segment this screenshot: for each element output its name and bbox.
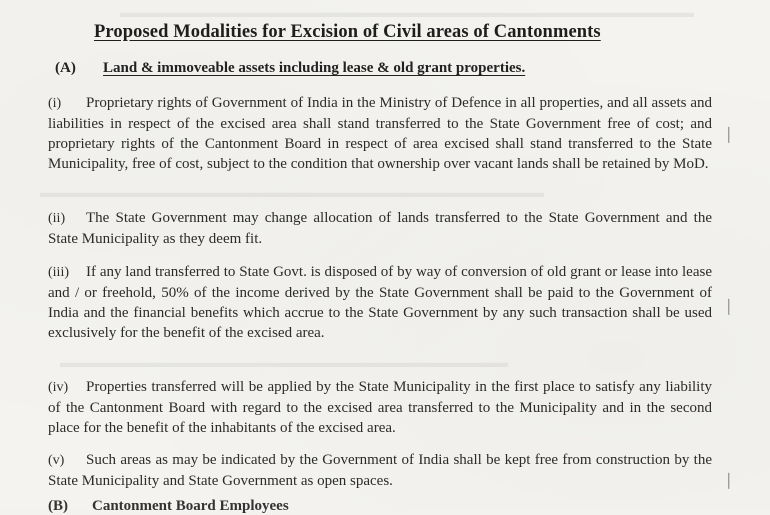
show-through: ▬▬▬▬▬▬▬▬▬▬▬▬▬▬▬▬▬▬▬▬▬▬▬▬▬▬▬▬▬▬▬▬ (60, 356, 508, 371)
next-section-heading-text: Cantonment Board Employees (92, 498, 289, 514)
paragraph-text: Properties transferred will be applied by the State Municipality in the first place to satisfy any liability of the Cantonment Board with regard to the excised area transferred to the Municipality and in the second place for the benefit of the inhabitants of the excised area. (48, 379, 712, 436)
paragraph-number: (iv) (48, 380, 69, 395)
paragraph-text: Such areas as may be indicated by the Government of India shall be kept free from construction by the State Municipality and State Government as open spaces. (48, 452, 712, 489)
paragraph-iii (48, 262, 712, 343)
margin-mark: ❘ (722, 298, 736, 315)
margin-mark: ❘ (722, 126, 736, 143)
document-title: Proposed Modalities for Excision of Civil areas of Cantonments (94, 22, 601, 42)
paragraph-i (48, 93, 712, 174)
paragraph-number: (v) (48, 453, 65, 468)
paragraph-number: (i) (48, 96, 62, 111)
paragraph-iv (48, 377, 712, 438)
section-number: (A) (55, 60, 76, 76)
paragraph-v (48, 450, 712, 491)
section-heading (55, 60, 600, 77)
margin-mark: ❘ (722, 472, 736, 489)
show-through: ▬▬▬▬▬▬▬▬▬▬▬▬▬▬▬▬▬▬▬▬▬▬▬▬▬▬▬▬▬▬▬▬▬▬▬▬ (40, 186, 544, 201)
paragraph-text: Proprietary rights of Government of India in the Ministry of Defence in all properties, and all assets and liabilities in respect of the excised area shall stand transferred to the State Government free of cost; and proprietary rights of the Cantonment Board in respect of area excised shall stand transferred to the State Municipality, free of cost, subject to the condition that ownership over vacant lands shall be retained by MoD. (48, 95, 712, 172)
paragraph-number: (iii) (48, 265, 69, 280)
paragraph-ii (48, 208, 712, 249)
section-heading-text: Land & immoveable assets including lease & old grant properties. (103, 60, 526, 76)
paragraph-text: The State Government may change allocation of lands transferred to the State Government and the State Municipality as they deem fit. (48, 210, 712, 247)
paragraph-number: (ii) (48, 211, 66, 226)
next-section-heading (48, 498, 289, 515)
show-through: ▬▬▬▬▬▬▬▬▬▬▬▬▬▬▬▬▬▬▬▬▬▬▬▬▬▬▬▬▬▬▬▬▬▬▬▬▬▬▬▬▬ (120, 6, 694, 21)
paragraph-text: If any land transferred to State Govt. is disposed of by way of conversion of old grant or lease into lease and / or freehold, 50% of the income derived by the State Government shall be paid to the Government of India and the financial benefits which accrue to the State Government by any such transaction shall be used exclusively for the benefit of the excised area. (48, 264, 712, 341)
next-section-number: (B) (48, 498, 68, 514)
